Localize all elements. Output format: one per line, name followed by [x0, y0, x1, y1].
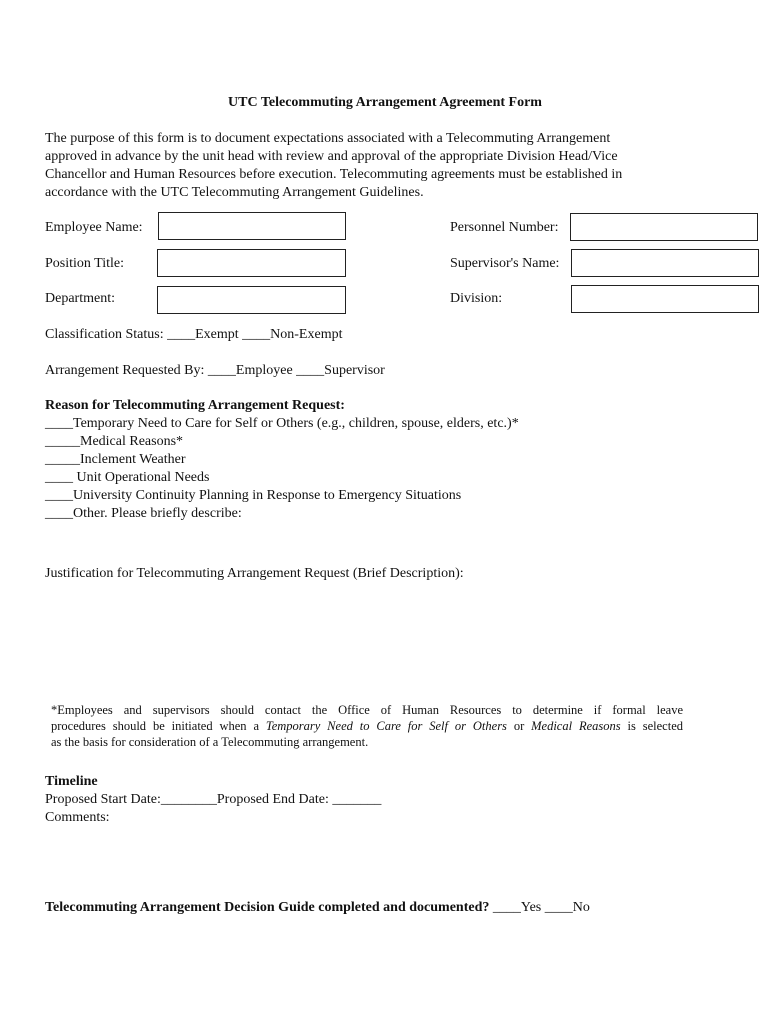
- medical-reasons-emphasis: Medical Reasons: [531, 719, 621, 733]
- reason-item[interactable]: _____Inclement Weather: [45, 452, 186, 467]
- reason-item[interactable]: ____University Continuity Planning in Response to Emergency Situations: [45, 488, 462, 503]
- reason-item[interactable]: ____Temporary Need to Care for Self or Others (e.g., children, spouse, elders, etc.)*: [45, 416, 519, 431]
- employee-name-field[interactable]: [158, 212, 346, 240]
- start-date-label: Proposed Start Date:: [45, 792, 161, 807]
- employee-blank[interactable]: ____: [207, 363, 236, 378]
- reason-item[interactable]: ____ Unit Operational Needs: [45, 470, 210, 485]
- reason-item[interactable]: ____Other. Please briefly describe:: [45, 506, 242, 521]
- footnote: [51, 702, 683, 750]
- exempt-blank[interactable]: ____: [167, 327, 196, 342]
- supervisor-option: Supervisor: [324, 363, 385, 378]
- division-label: Division:: [450, 291, 503, 306]
- timeline-dates: [45, 792, 381, 808]
- footnote-line: as the basis for consideration of a Telecommuting arrangement.: [51, 735, 369, 749]
- decision-guide: [45, 900, 590, 916]
- position-title-field[interactable]: [157, 249, 346, 277]
- temporary-need-emphasis: Temporary Need to Care for Self or Others: [265, 719, 507, 733]
- reason-list: [45, 415, 519, 523]
- intro-line: accordance with the UTC Telecommuting Arrangement Guidelines.: [45, 185, 424, 200]
- no-option: No: [572, 900, 590, 915]
- intro-line: approved in advance by the unit head with review and approval of the appropriate Division Head/Vice: [45, 149, 618, 164]
- supervisor-name-field[interactable]: [571, 249, 759, 277]
- reason-heading: Reason for Telecommuting Arrangement Request:: [45, 398, 345, 413]
- requested-by-label: Arrangement Requested By:: [45, 363, 205, 378]
- intro-line: Chancellor and Human Resources before execution. Telecommuting agreements must be established in: [45, 167, 623, 182]
- classification-status: [45, 327, 342, 343]
- department-label: Department:: [45, 291, 115, 306]
- requested-by: [45, 363, 385, 379]
- classification-label: Classification Status:: [45, 327, 164, 342]
- justification-label: Justification for Telecommuting Arrangement Request (Brief Description):: [45, 566, 464, 581]
- footnote-line: *Employees and supervisors should contact the Office of Human Resources to determine if formal leave: [51, 703, 683, 717]
- exempt-option: Exempt: [195, 327, 239, 342]
- no-blank[interactable]: ____: [544, 900, 573, 915]
- personnel-number-label: Personnel Number:: [450, 220, 559, 235]
- yes-blank[interactable]: ____: [492, 900, 521, 915]
- footnote-line: procedures should be initiated when a Temporary Need to Care for Self or Others or Medical Reasons is selected: [51, 719, 684, 733]
- personnel-number-field[interactable]: [570, 213, 758, 241]
- position-title-label: Position Title:: [45, 256, 124, 271]
- end-date-label[interactable]: Proposed End Date: _______: [216, 792, 382, 807]
- division-field[interactable]: [571, 285, 759, 313]
- supervisor-blank[interactable]: ____: [296, 363, 325, 378]
- non-exempt-blank[interactable]: ____: [242, 327, 271, 342]
- employee-name-label: Employee Name:: [45, 220, 143, 235]
- reason-item[interactable]: _____Medical Reasons*: [45, 434, 184, 449]
- non-exempt-option: Non-Exempt: [270, 327, 343, 342]
- yes-option: Yes: [520, 900, 542, 915]
- start-date-blank[interactable]: ________: [160, 792, 217, 807]
- department-field[interactable]: [157, 286, 346, 314]
- supervisor-name-label: Supervisor's Name:: [450, 256, 560, 271]
- decision-label: Telecommuting Arrangement Decision Guide completed and documented?: [45, 900, 490, 915]
- intro-paragraph: [45, 130, 685, 202]
- page-title: UTC Telecommuting Arrangement Agreement Form: [228, 95, 542, 110]
- comments-label: Comments:: [45, 810, 110, 825]
- timeline-heading: Timeline: [45, 774, 98, 789]
- employee-option: Employee: [235, 363, 293, 378]
- intro-line: The purpose of this form is to document expectations associated with a Telecommuting Arrangement: [45, 131, 611, 146]
